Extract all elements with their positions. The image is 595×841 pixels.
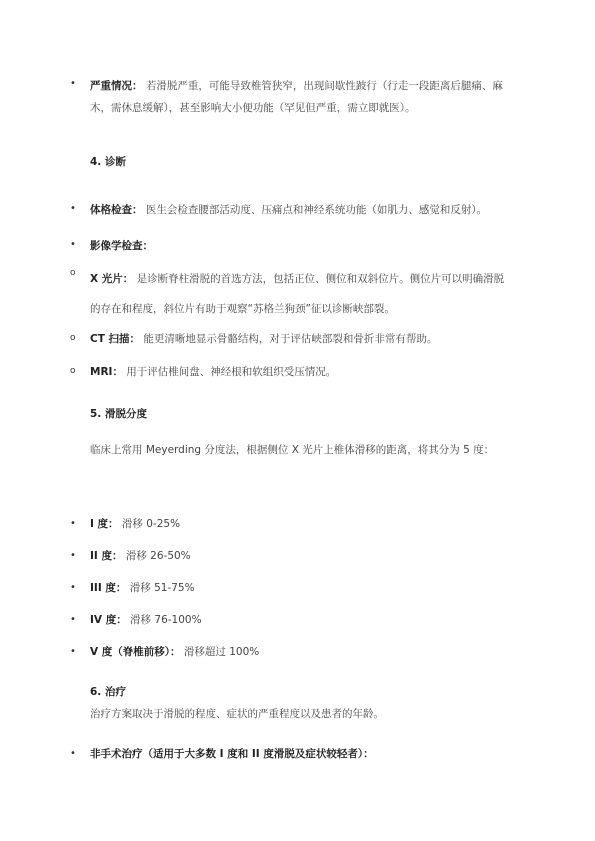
grade-2-text: 滑移 26-50% <box>125 550 191 562</box>
imaging-label: 影像学检查： <box>90 240 153 252</box>
bullet-marker: • <box>70 614 76 625</box>
bullet-marker: • <box>70 646 76 657</box>
grade-1-text: 滑移 0-25% <box>121 518 181 530</box>
ct-paragraph <box>90 328 508 350</box>
section-heading-diagnosis: 4. 诊断 <box>90 156 126 168</box>
grade-3-label: III 度： <box>90 582 127 594</box>
bullet-marker: • <box>70 748 76 759</box>
grade-5-text: 滑移超过 100% <box>183 646 260 658</box>
grade-5-label: V 度（脊椎前移）： <box>90 646 181 658</box>
grade-3-item <box>90 577 508 599</box>
sub-bullet-marker: o <box>70 268 76 278</box>
treatment-intro: 治疗方案取决于滑脱的程度、症状的严重程度以及患者的年龄。 <box>90 708 384 720</box>
mri-text: 用于评估椎间盘、神经根和软组织受压情况。 <box>126 366 337 378</box>
grade-2-item <box>90 545 508 567</box>
imaging-paragraph <box>90 235 508 257</box>
bullet-marker: • <box>70 78 76 89</box>
nonsurgical-label: 非手术治疗（适用于大多数 I 度和 II 度滑脱及症状较轻者）： <box>90 748 374 760</box>
severe-paragraph <box>90 75 508 119</box>
grade-1-label: I 度： <box>90 518 119 530</box>
grade-4-item <box>90 609 508 631</box>
grade-2-label: II 度： <box>90 550 123 562</box>
section-heading-grading: 5. 滑脱分度 <box>90 408 147 420</box>
bullet-marker: • <box>70 550 76 561</box>
physical-exam-paragraph <box>90 199 508 221</box>
sub-bullet-marker: o <box>70 333 76 343</box>
physical-exam-label: 体格检查： <box>90 204 143 216</box>
physical-exam-text: 医生会检查腰部活动度、压痛点和神经系统功能（如肌力、感觉和反射）。 <box>145 204 488 216</box>
grading-intro: 临床上常用 Meyerding 分度法，根据侧位 X 光片上椎体滑移的距离，将其分为 5 度： <box>90 444 495 456</box>
severe-label: 严重情况： <box>90 80 143 92</box>
severe-text: 若滑脱严重，可能导致椎管狭窄，出现间歇性跛行（行走一段距离后腿痛、麻木，需休息缓解），甚至影响大小便功能（罕见但严重，需立即就医）。 <box>90 80 503 114</box>
sub-bullet-marker: o <box>70 366 76 376</box>
bullet-marker: • <box>70 518 76 529</box>
mri-label: MRI： <box>90 366 123 378</box>
bullet-marker: • <box>70 203 76 214</box>
grade-4-label: IV 度： <box>90 614 127 626</box>
ct-label: CT 扫描： <box>90 333 141 345</box>
bullet-marker: • <box>70 582 76 593</box>
nonsurgical-paragraph <box>90 743 508 765</box>
grade-1-item <box>90 513 508 535</box>
ct-text: 能更清晰地显示骨骼结构，对于评估峡部裂和骨折非常有帮助。 <box>143 333 438 345</box>
mri-paragraph <box>90 361 508 383</box>
bullet-marker: • <box>70 239 76 250</box>
xray-text: 是诊断脊柱滑脱的首选方法，包括正位、侧位和双斜位片。侧位片可以明确滑脱的存在和程度，斜位片有助于观察“苏格兰狗颈”征以诊断峡部裂。 <box>90 273 505 315</box>
section-heading-treatment: 6. 治疗 <box>90 686 126 698</box>
grade-4-text: 滑移 76-100% <box>130 614 202 626</box>
xray-paragraph <box>90 264 508 324</box>
grade-3-text: 滑移 51-75% <box>129 582 195 594</box>
xray-label: X 光片： <box>90 273 134 285</box>
grade-5-item <box>90 641 508 663</box>
